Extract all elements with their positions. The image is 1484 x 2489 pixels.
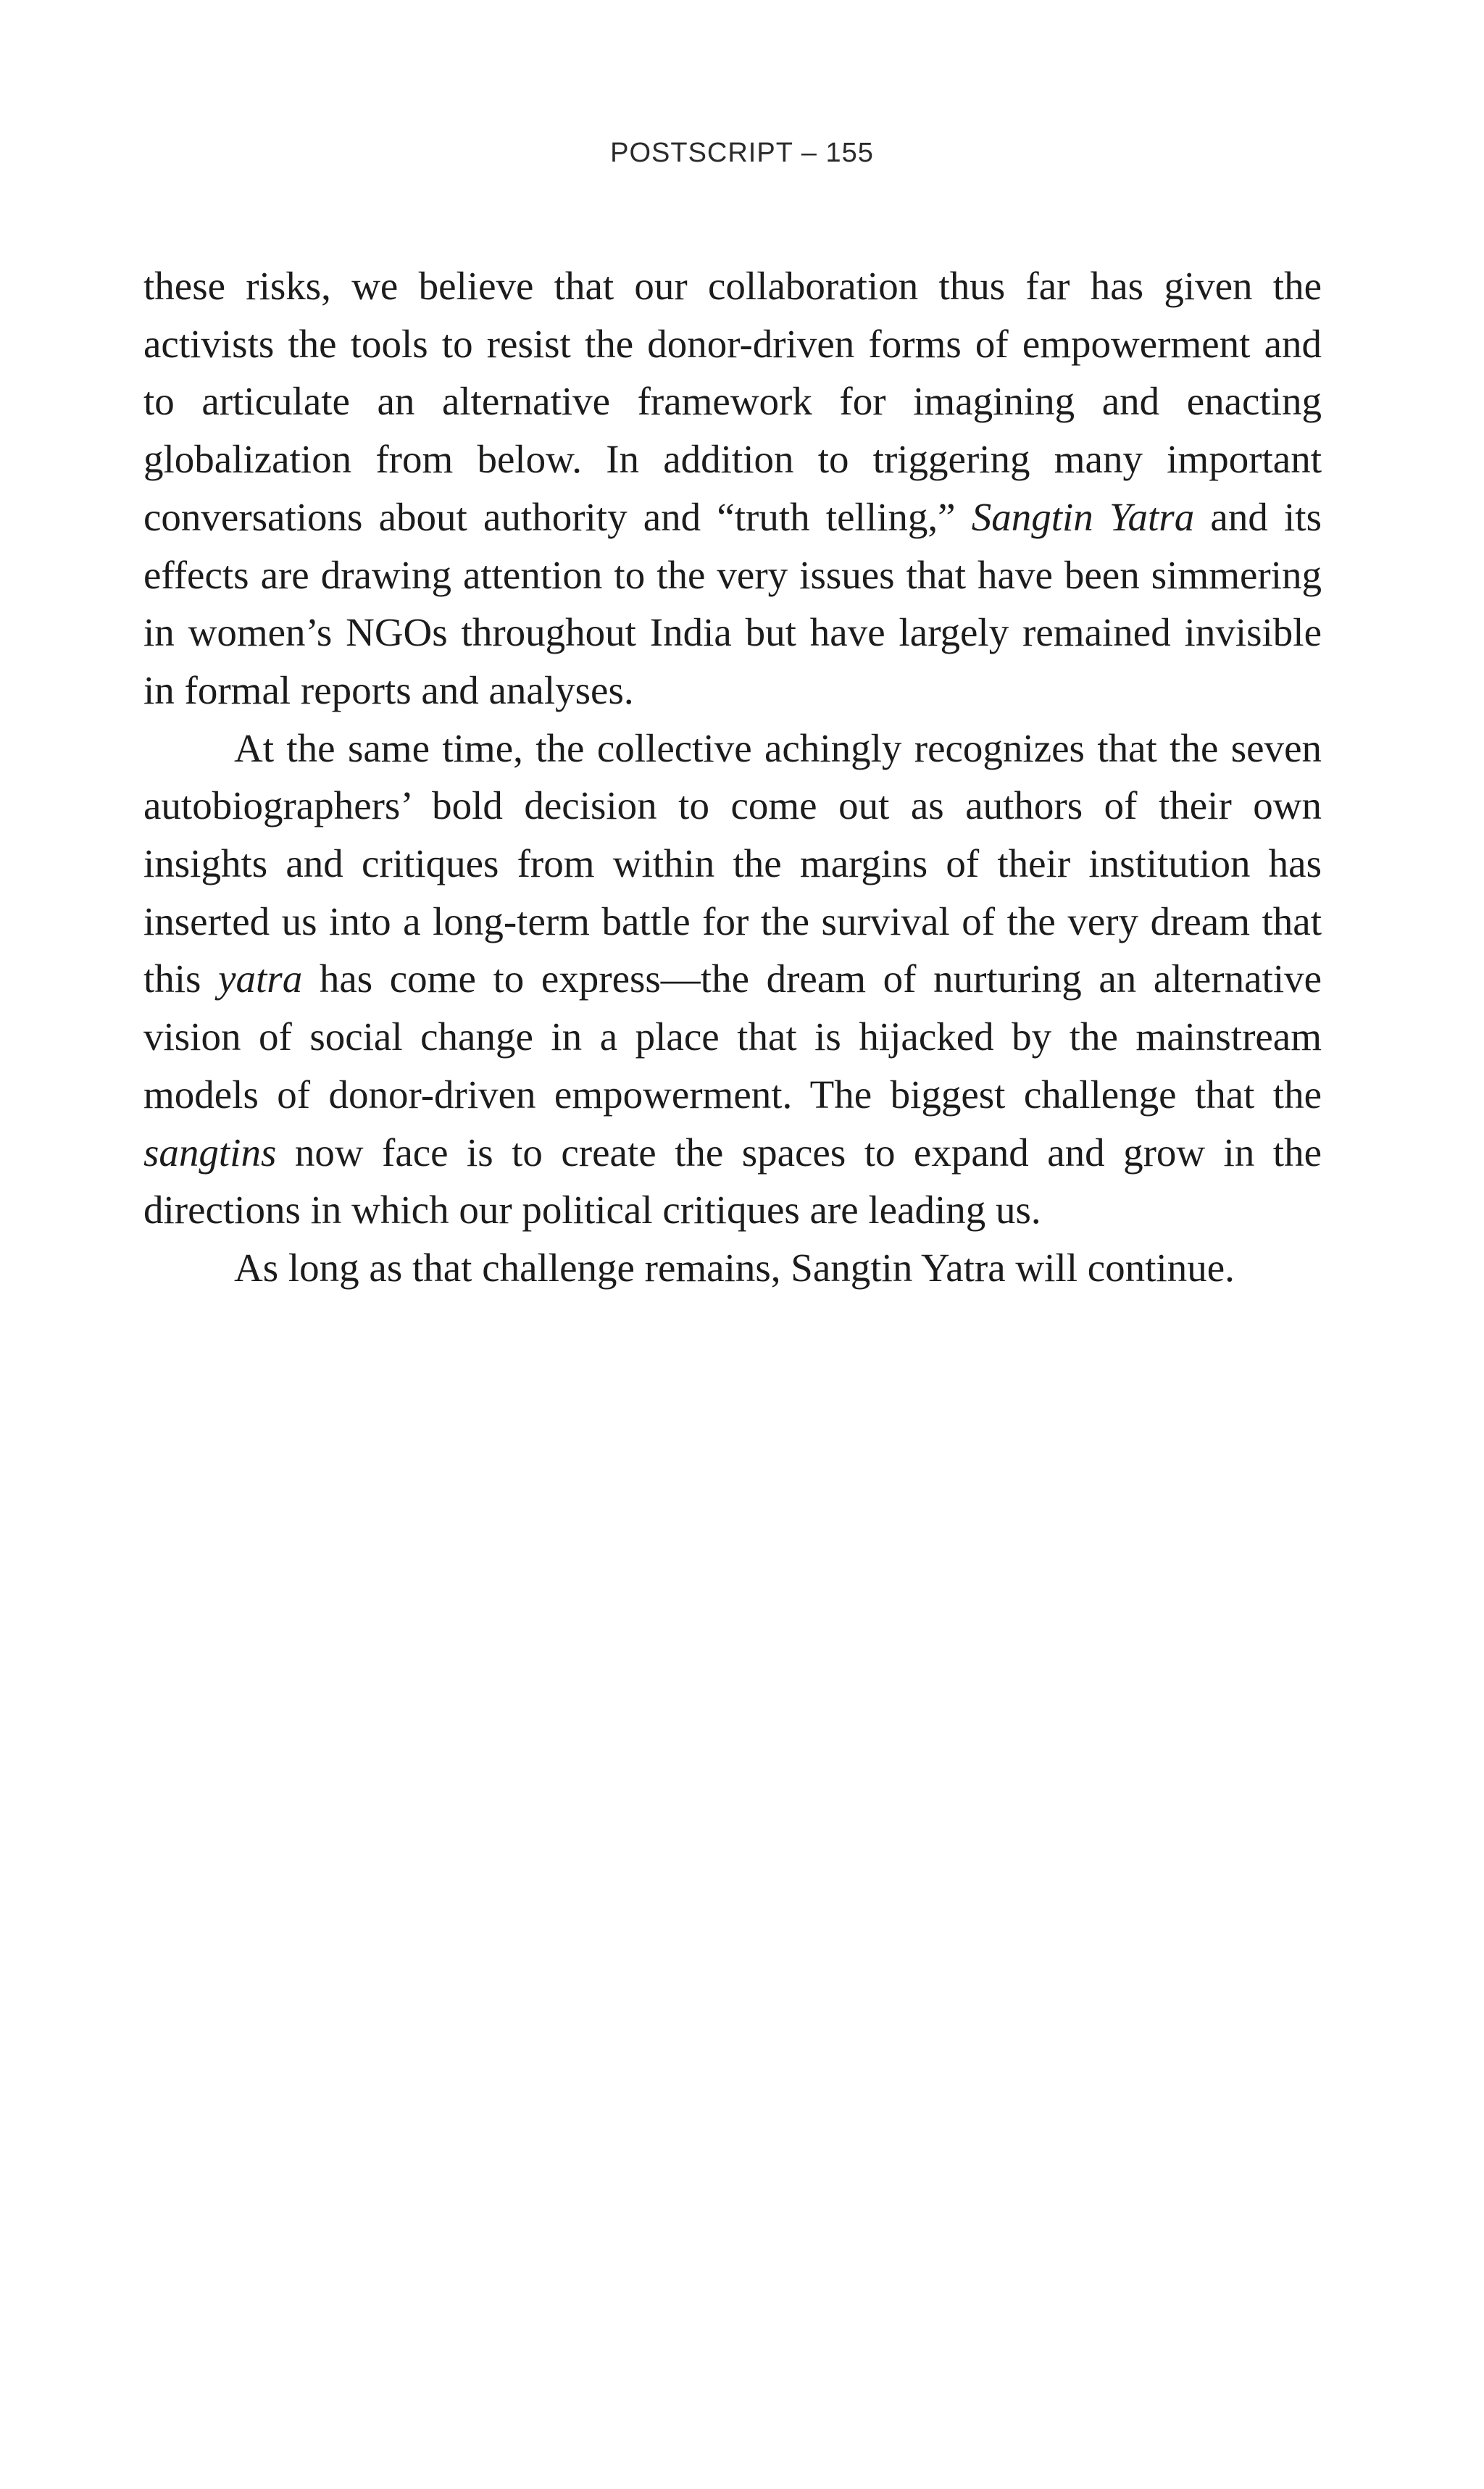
paragraph-2-italic-sangtins: sangtins: [143, 1130, 277, 1175]
paragraph-1-text-a: these risks, we believe that our collaboration thus far has given the activists the tools to resist the donor-driven forms of empowerment and to articulate an alternative framework for imagining and enacting globalization from below. In addition to triggering many important conversations about authority and “truth telling,”: [143, 264, 1322, 539]
paragraph-2-text-c: now face is to create the spaces to expand and grow in the directions in which our political critiques are leading us.: [143, 1130, 1322, 1233]
running-head: POSTSCRIPT – 155: [610, 138, 874, 168]
body-text: [143, 257, 1322, 1297]
paragraph-1: [143, 257, 1322, 720]
paragraph-2-text-a: At the same time, the collective achingly recognizes that the seven autobiographers’ bold decision to come out as authors of their own insights and critiques from within the margins of their institution has inserted us into a long-term battle for the survival of the very dream that this: [143, 725, 1322, 1001]
paragraph-2-italic-yatra: yatra: [218, 956, 303, 1001]
paragraph-1-italic-title: Sangtin Yatra: [971, 494, 1195, 539]
paragraph-1-text-b: and its effects are drawing attention to the very issues that have been simmering in women’s NGOs throughout India but have largely remained invisible in formal reports and analyses.: [143, 494, 1322, 712]
paragraph-2: [143, 720, 1322, 1239]
paragraph-2-text-b: has come to express—the dream of nurturing an alternative vision of social change in a place that is hijacked by the mainstream models of donor-driven empowerment. The biggest challenge that the: [143, 956, 1322, 1117]
paragraph-3: As long as that challenge remains, Sangtin Yatra will continue.: [234, 1245, 1235, 1290]
